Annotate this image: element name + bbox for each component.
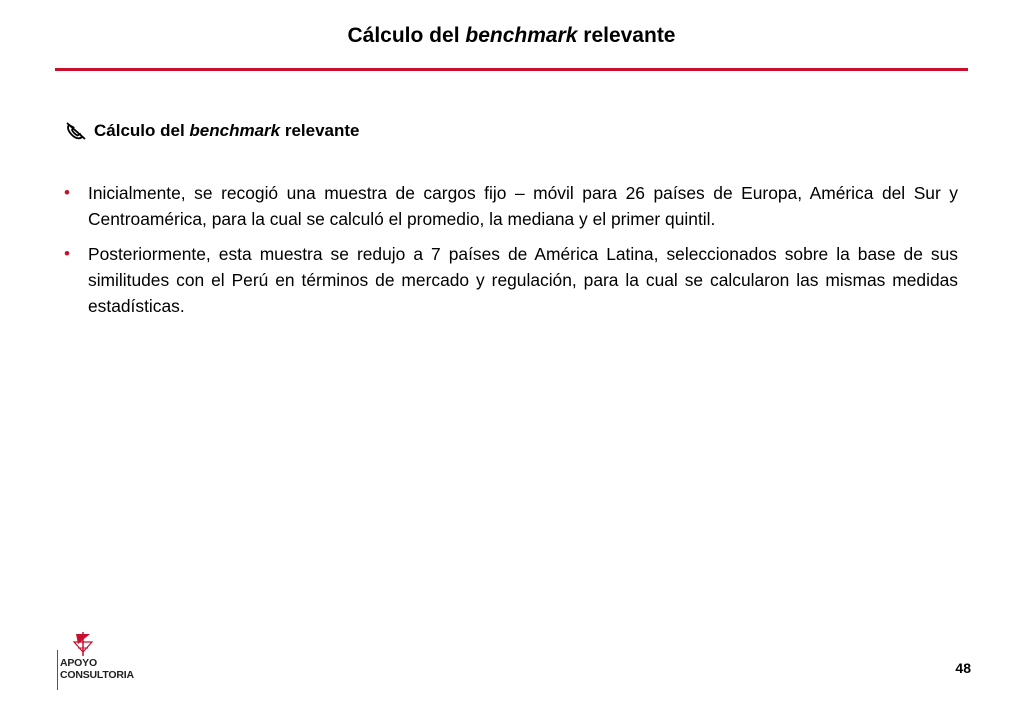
page-number: 48 <box>955 660 971 676</box>
heading-post: relevante <box>284 121 360 140</box>
company-logo <box>56 630 146 692</box>
bullet-text: Inicialmente, se recogió una muestra de cargos fijo – móvil para 26 países de Europa, América del Sur y Centroamérica, para la cual se calculó el promedio, la mediana y el primer quintil. <box>88 183 958 229</box>
logo-divider <box>57 650 58 690</box>
heading-italic: benchmark <box>189 121 281 140</box>
phone-crossed-icon <box>64 121 88 141</box>
logo-text <box>60 657 134 681</box>
bullet-marker: • <box>64 244 70 263</box>
heading-pre: Cálculo del <box>94 121 185 140</box>
bullet-item <box>64 241 958 319</box>
logo-emblem-icon <box>56 630 146 660</box>
page-title <box>0 24 1023 48</box>
title-pre: Cálculo del <box>347 24 460 47</box>
title-post: relevante <box>583 24 676 47</box>
header-divider <box>55 68 968 71</box>
section-heading <box>64 121 360 141</box>
bullet-list <box>64 180 958 328</box>
logo-line-2: CONSULTORIA <box>60 669 134 681</box>
bullet-marker: • <box>64 183 70 202</box>
bullet-text: Posteriormente, esta muestra se redujo a 7 países de América Latina, seleccionados sobre la base de sus similitudes con el Perú en términos de mercado y regulación, para la cual se calcularon las mismas medidas estadísticas. <box>88 244 958 316</box>
logo-line-1: APOYO <box>60 657 97 669</box>
bullet-item <box>64 180 958 232</box>
title-italic: benchmark <box>465 24 578 47</box>
